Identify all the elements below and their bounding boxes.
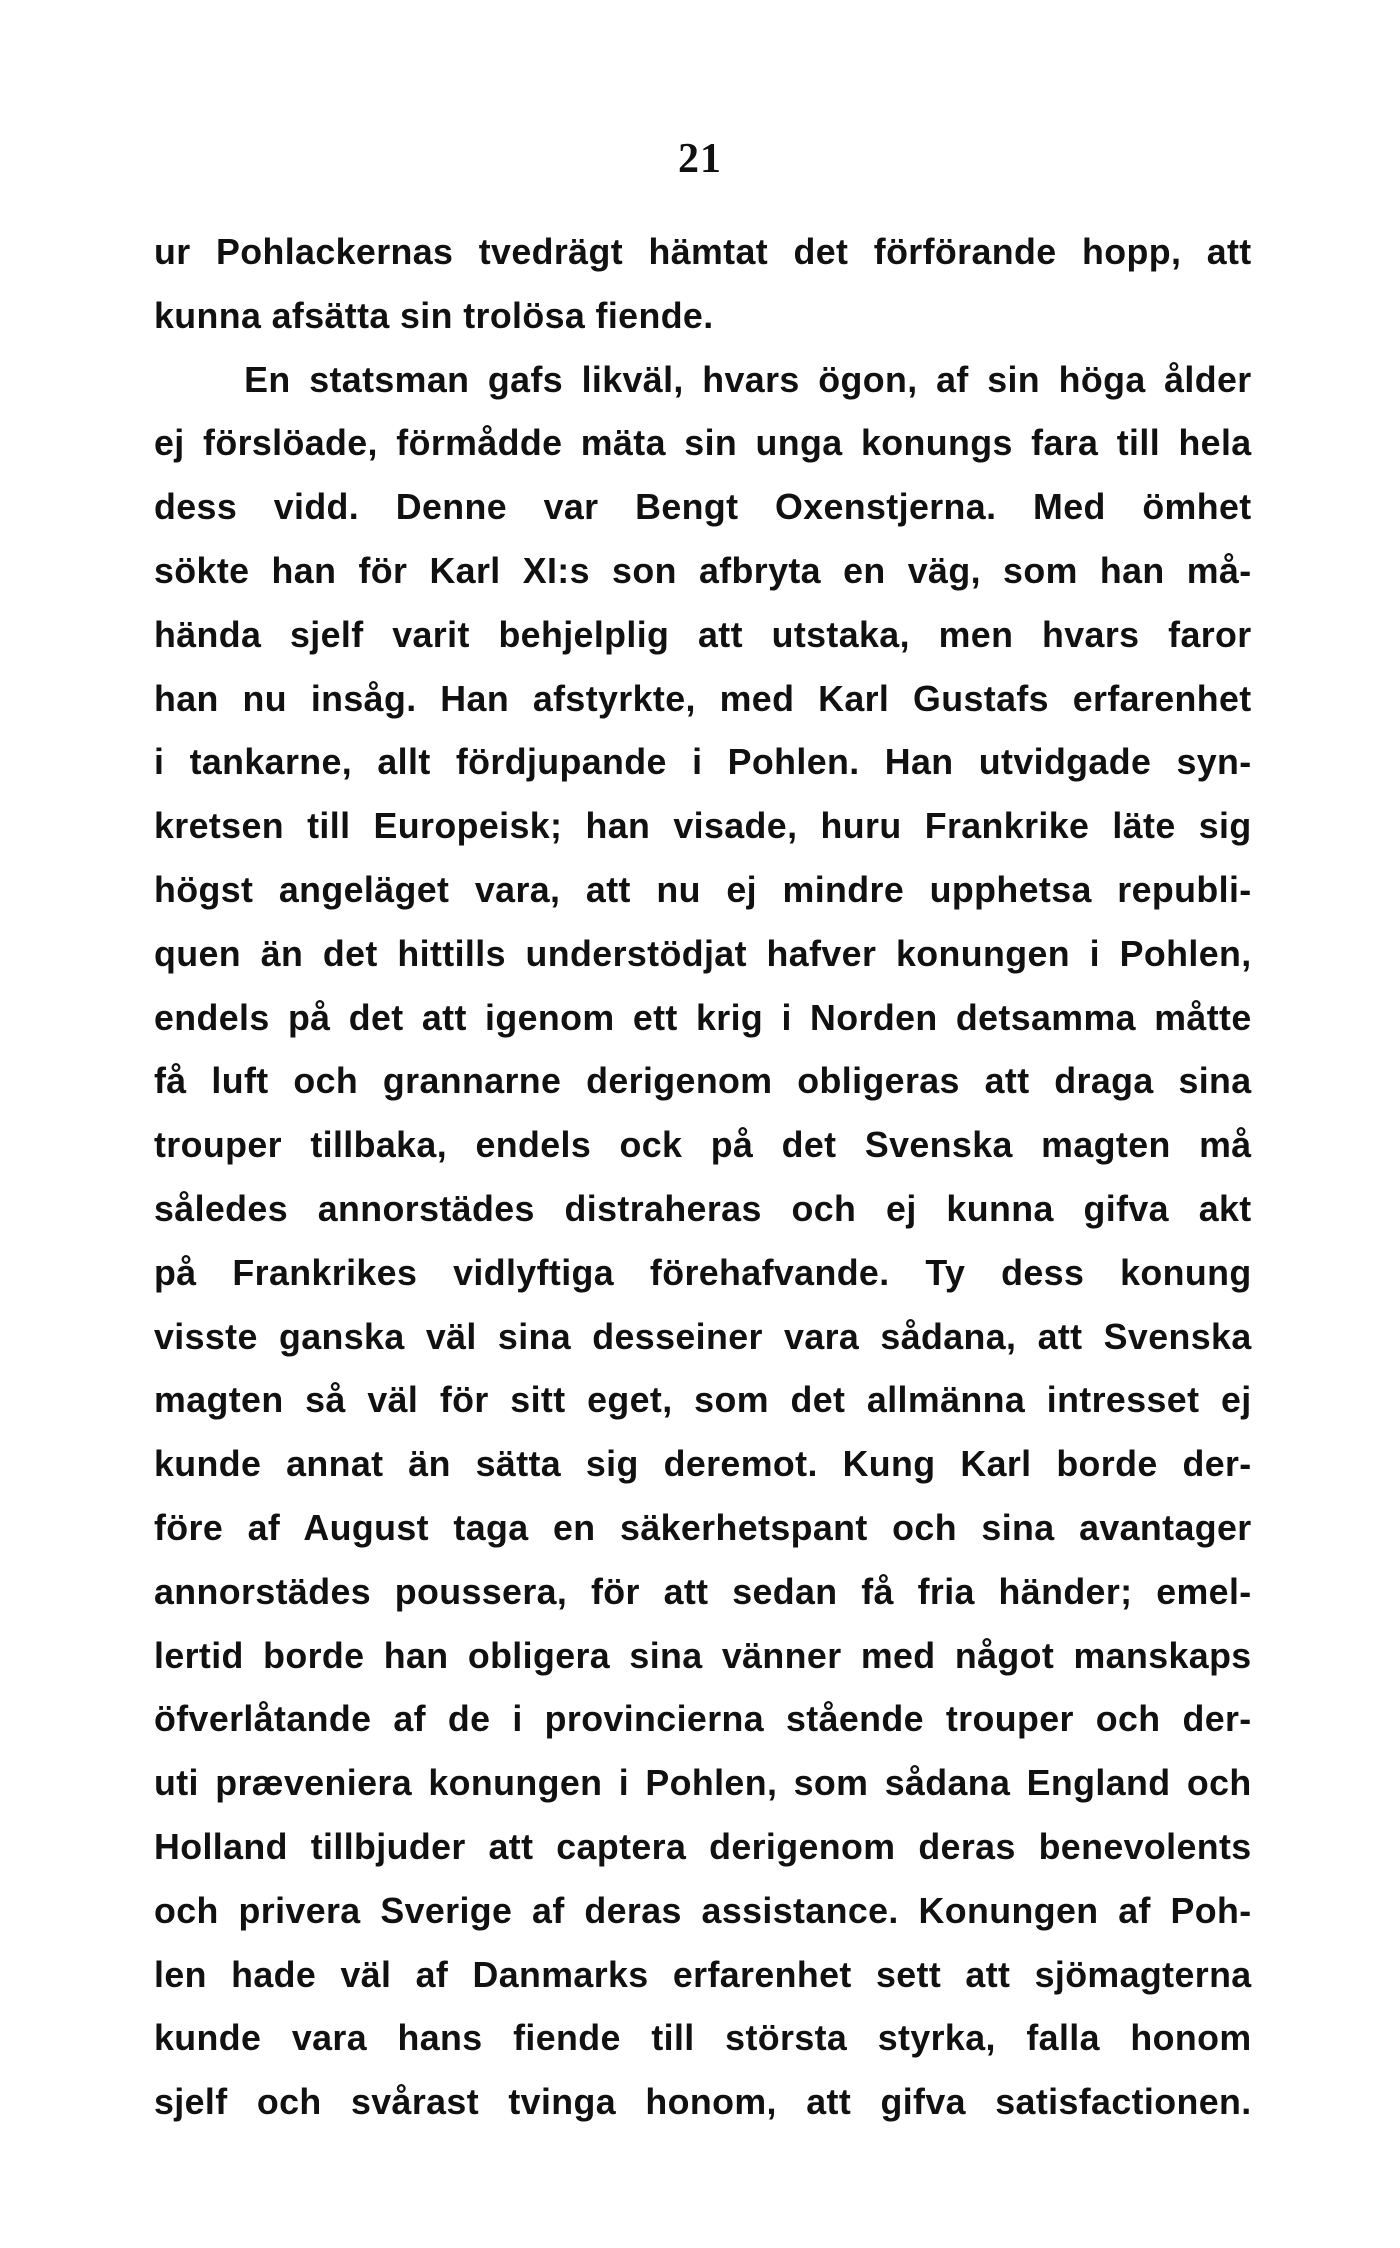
text-line: före af August taga en säkerhetspant och sina avantager: [154, 1506, 1252, 1548]
text-line: ur Pohlackernas tvedrägt hämtat det förförande hopp, att: [154, 231, 1252, 272]
text-line: och privera Sverige af deras assistance. Konungen af Poh-: [154, 1889, 1252, 1931]
text-line: kunna afsätta sin trolösa fiende.: [154, 294, 714, 336]
text-line: sjelf och svårast tvinga honom, att gifva satisfactionen.: [154, 2081, 1252, 2123]
text-line: En statsman gafs likväl, hvars ögon, af sin höga ålder: [244, 358, 1252, 400]
text-line: Holland tillbjuder att captera derigenom deras benevolents: [154, 1825, 1252, 1867]
text-line: i tankarne, allt fördjupande i Pohlen. Han utvidgade syn-: [154, 741, 1252, 783]
text-line: sökte han för Karl XI:s son afbryta en väg, som han må-: [154, 549, 1252, 591]
text-line: annorstädes poussera, för att sedan få fria händer; emel-: [154, 1570, 1252, 1612]
text-line: få luft och grannarne derigenom obligeras att draga sina: [154, 1060, 1252, 1102]
text-line: öfverlåtande af de i provincierna stående trouper och der-: [154, 1698, 1252, 1740]
text-line: len hade väl af Danmarks erfarenhet sett att sjömagterna: [154, 1953, 1252, 1995]
body-text: [154, 220, 1274, 2134]
page-number: 21: [678, 136, 722, 182]
text-line: kunde vara hans fiende till största styrka, falla honom: [154, 2017, 1252, 2059]
text-line: trouper tillbaka, endels ock på det Svenska magten må: [154, 1124, 1252, 1166]
text-line: kretsen till Europeisk; han visade, huru Frankrike läte sig: [154, 805, 1252, 847]
text-line: visste ganska väl sina desseiner vara sådana, att Svenska: [154, 1315, 1252, 1357]
text-line: ej förslöade, förmådde mäta sin unga konungs fara till hela: [154, 422, 1252, 464]
text-line: högst angeläget vara, att nu ej mindre upphetsa republi-: [154, 868, 1252, 910]
text-line: endels på det att igenom ett krig i Norden detsamma måtte: [154, 996, 1252, 1038]
text-line: han nu insåg. Han afstyrkte, med Karl Gustafs erfarenhet: [154, 677, 1252, 719]
text-line: dess vidd. Denne var Bengt Oxenstjerna. Med ömhet: [154, 486, 1252, 528]
text-line: magten så väl för sitt eget, som det allmänna intresset ej: [154, 1379, 1252, 1421]
text-line: quen än det hittills understödjat hafver konungen i Pohlen,: [154, 932, 1252, 974]
text-line: på Frankrikes vidlyftiga förehafvande. Ty dess konung: [154, 1251, 1252, 1293]
text-line: således annorstädes distraheras och ej kunna gifva akt: [154, 1187, 1252, 1229]
text-line: kunde annat än sätta sig deremot. Kung Karl borde der-: [154, 1443, 1252, 1485]
text-line: uti præveniera konungen i Pohlen, som sådana England och: [154, 1762, 1252, 1804]
text-line: lertid borde han obligera sina vänner med något manskaps: [154, 1634, 1252, 1676]
text-line: hända sjelf varit behjelplig att utstaka, men hvars faror: [154, 613, 1252, 655]
